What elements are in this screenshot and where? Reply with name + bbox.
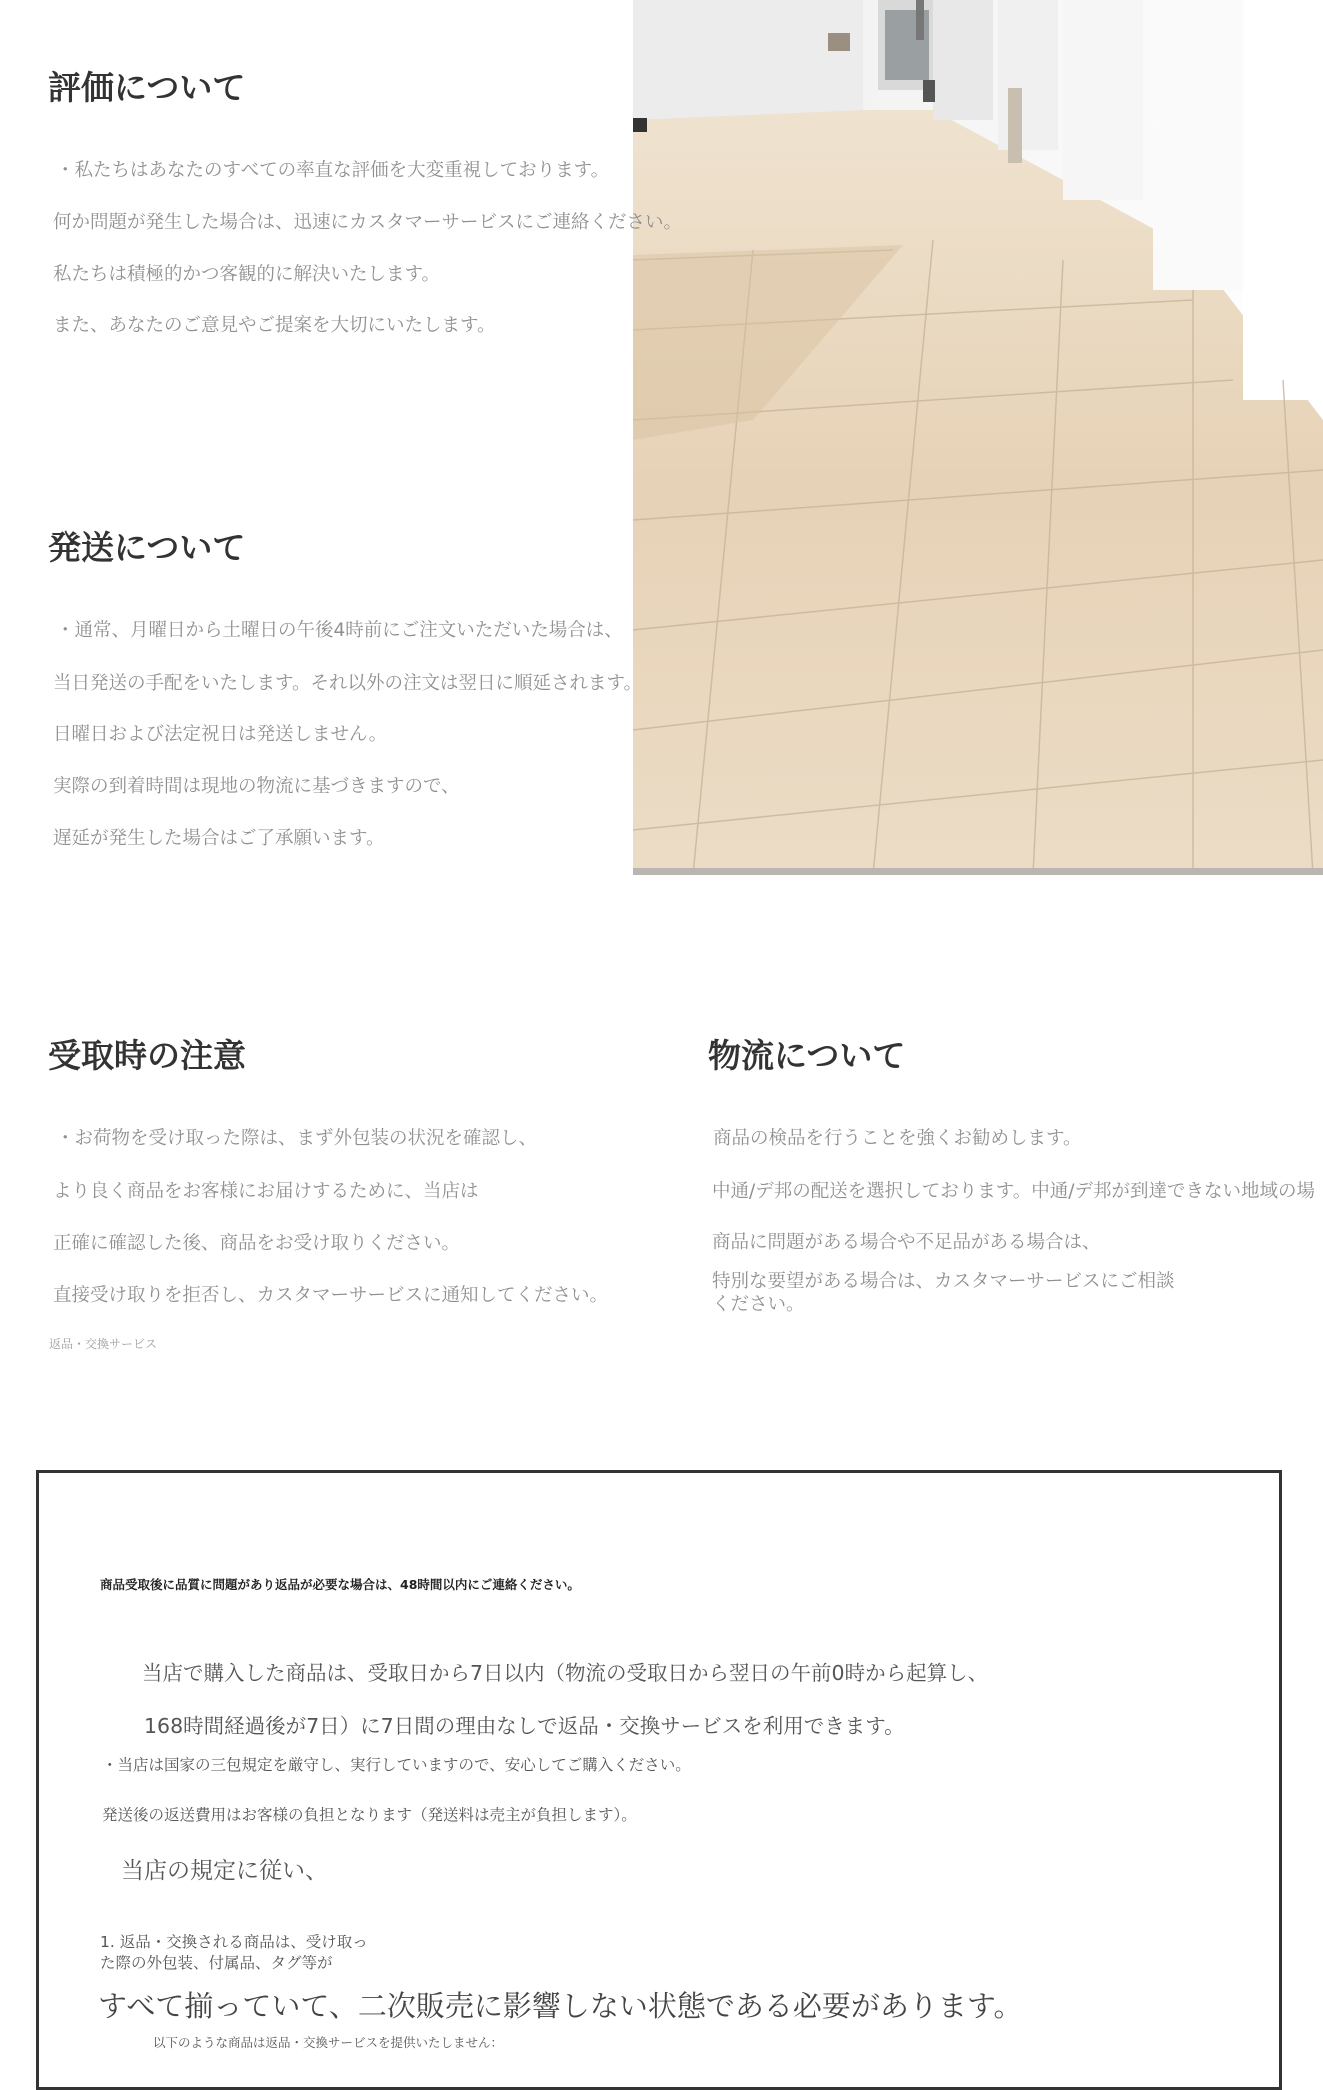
shipping-title: 発送について [48,528,246,567]
receiving-line-4: 直接受け取りを拒否し、カスタマーサービスに通知してください。 [53,1285,609,1306]
shipping-line-5: 遅延が発生した場合はご了承願います。 [53,828,385,849]
rating-line-2: 何か問題が発生した場合は、迅速にカスタマーサービスにご連絡ください。 [53,212,683,233]
logistics-section [700,1020,1323,1340]
shipping-line-3: 日曜日および法定祝日は発送しません。 [53,724,388,745]
policy-item-1a: 1. 返品・交換される商品は、受け取っ [100,1933,368,1951]
shipping-line-2: 当日発送の手配をいたします。それ以外の注文は翌日に順延されます。 [53,673,643,694]
logistics-line-4: 特別な要望がある場合は、カスタマーサービスにご相談 [712,1271,1175,1292]
policy-line-1: 当店で購入した商品は、受取日から7日以内（物流の受取日から翌日の午前0時から起算し、 [142,1661,989,1685]
policy-item-2: 以下のような商品は返品・交換サービスを提供いたしません： [153,2035,504,2050]
policy-item-1c: すべて揃っていて、二次販売に影響しない状態である必要があります。 [98,1989,1023,2023]
corridor-photo [633,0,1323,875]
policy-line-4: 発送後の返送費用はお客様の負担となります（発送料は売主が負担します）。 [102,1806,637,1824]
rating-line-1: ・私たちはあなたのすべての率直な評価を大変重視しております。 [56,160,610,181]
receiving-title: 受取時の注意 [48,1036,246,1075]
rating-title: 評価について [48,68,246,107]
logistics-line-3: 商品に問題がある場合や不足品がある場合は、 [712,1232,1101,1253]
shipping-line-4: 実際の到着時間は現地の物流に基づきますので、 [53,776,460,797]
logistics-line-1: 商品の検品を行うことを強くお勧めします。 [713,1128,1082,1149]
policy-line-2: 168時間経過後が7日）に7日間の理由なしで返品・交換サービスを利用できます。 [144,1714,905,1738]
policy-line-5: 当店の規定に従い、 [121,1858,328,1884]
receiving-line-1: ・お荷物を受け取った際は、まず外包装の状況を確認し、 [56,1128,538,1149]
policy-item-1b: た際の外包装、付属品、タグ等が [100,1954,333,1972]
receiving-footnote: 返品・交換サービス [49,1337,158,1351]
rating-line-4: また、あなたのご意見やご提案を大切にいたします。 [53,315,496,336]
shipping-line-1: ・通常、月曜日から土曜日の午後4時前にご注文いただいた場合は、 [56,620,623,641]
receiving-line-2: より良く商品をお客様にお届けするために、当店は [53,1181,479,1202]
logistics-line-5: ください。 [712,1294,805,1315]
logistics-title: 物流について [708,1036,906,1075]
return-policy-box [36,1470,1282,2090]
receiving-line-3: 正確に確認した後、商品をお受け取りください。 [53,1233,461,1254]
policy-notice: 商品受取後に品質に問題があり返品が必要な場合は、48時間以内にご連絡ください。 [100,1577,580,1592]
corridor-illustration [633,0,1323,875]
rating-line-3: 私たちは積極的かつ客観的に解決いたします。 [53,264,441,285]
policy-line-3: ・当店は国家の三包規定を厳守し、実行していますので、安心してご購入ください。 [102,1756,691,1774]
logistics-line-2: 中通/デ邦の配送を選択しております。中通/デ邦が到達できない地域の場 [712,1181,1315,1202]
